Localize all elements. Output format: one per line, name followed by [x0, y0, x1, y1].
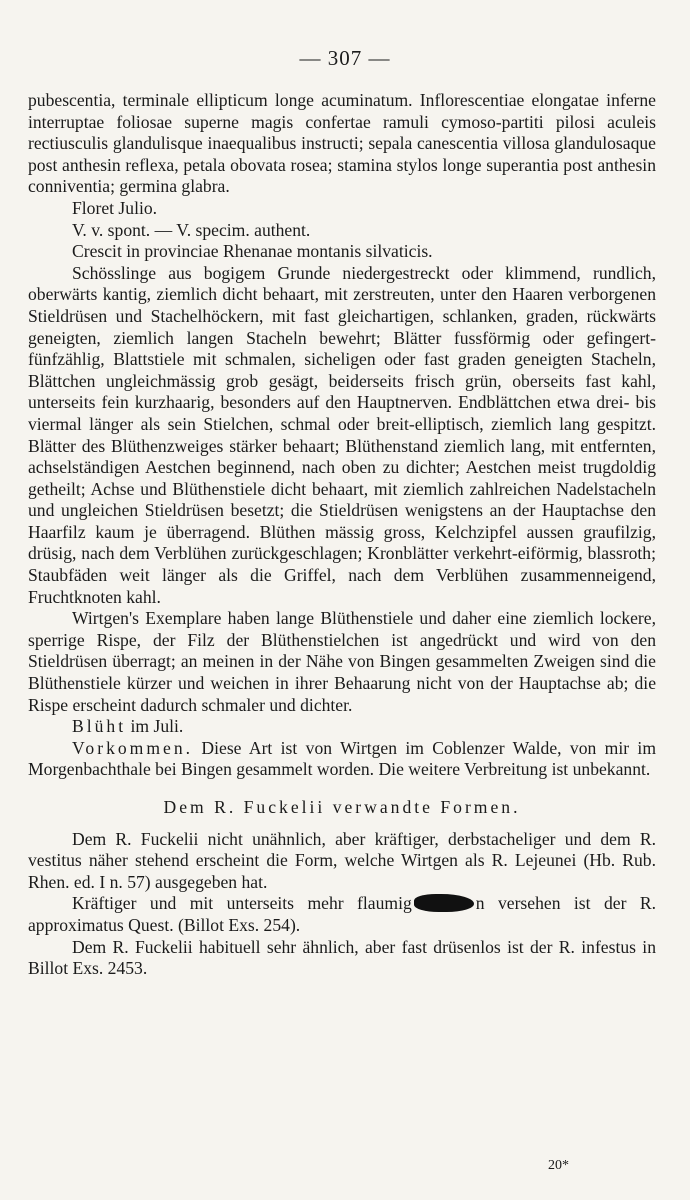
paragraph-lejeunei: Dem R. Fuckelii nicht unähnlich, aber kräftiger, derbstacheliger und dem R. vestitus näher stehend erscheint die Form, welche Wirtgen als R. Lejeunei (Hb. Rub. Rhen. ed. I n. 57) ausgegeben hat. [28, 828, 656, 892]
paragraph-approximatus [28, 893, 656, 936]
vorkommen-text: Diese Art ist von Wirtgen im Coblenzer Walde, von mir im Morgenbachthale bei Bingen gesammelt worden. Die weitere Verbreitung ist unbekannt. [28, 737, 656, 780]
paragraph-vorkommen [28, 738, 656, 781]
page-number: — 307 — [299, 46, 391, 70]
paragraph-latin-description: pubescentia, terminale ellipticum longe acuminatum. Inflorescentiae elongatae inferne interruptae foliosae superne magis confertae ramuli cymoso-partiti pilosi aculeis rectiusculis glandulisque inaequalibus instructi; sepala canescentia villosa glandulosaque post anthesin reflexa, petala obovata rosea; stamina stylos longe superantia post anthesin conniventia; germina glabra. [28, 90, 656, 197]
approximatus-text-c: 54). [272, 914, 301, 935]
signature-mark: 20* [548, 1158, 569, 1173]
paragraph-wirtgen: Wirtgen's Exemplare haben lange Blüthenstiele und daher eine ziemlich lockere, sperrige Rispe, der Filz der Blüthenstielchen ist angedrückt und wird von den Stieldrüsen überragt; an meinen in der Nähe von Bingen gesammelten Zweigen sind die Blüthenstiele kürzer und weichen in ihrer Behaarung nicht von der Hauptachse ab; die Rispe erscheint dadurch schmaler und dichter. [28, 608, 656, 715]
vorkommen-label: Vorkommen. [72, 737, 194, 758]
paragraph-description: Schösslinge aus bogigem Grunde niedergestreckt oder klimmend, rundlich, oberwärts kantig, ziemlich dicht behaart, mit zerstreuten, unter den Haaren verborgenen Stieldrüsen und Stachelhöckern, mit fast gleichartigen, schlanken, graden, rückwärts geneigten, ziemlich langen Stacheln bewehrt; Blätter fussförmig oder gefingert-fünfzählig, Blattstiele mit schmalen, sicheligen oder fast graden geneigten Stacheln, Blättchen ungleichmässig grob gesägt, beiderseits frisch grün, oberseits fast kahl, unterseits fein kurzhaarig, besonders auf den Hauptnerven. Endblättchen etwa drei- bis viermal länger als sein Stielchen, schmal oder breit-elliptisch, ziemlich lang gespitzt. Blätter des Blüthenzweiges stärker behaart; Blüthenstand ziemlich lang, mit entfernten, achselständigen Aestchen beginnend, nach oben zu dichter; Aestchen meist trugdoldig getheilt; Achse und Blüthenstiele dicht behaart, mit ziemlich zahlreichen Nadelstacheln und ungleichen Stieldrüsen besetzt; die Stieldrüsen wenigstens an der Hauptachse den Haarfilz kaum je überragend. Blüthen mässig gross, Kelchzipfel aussen graufilzig, drüsig, nach dem Verblühen zurückgeschlagen; Kronblätter verkehrt-eiförmig, blassroth; Staubfäden weit länger als die Griffel, nach dem Verblühen zusammenneigend, Fruchtknoten kahl. [28, 262, 656, 607]
approximatus-text-a: Kräftiger und mit unterseits mehr flaumig [72, 893, 412, 914]
blueht-text: im Juli. [126, 716, 184, 737]
blueht-label: Blüht [72, 716, 127, 737]
paragraph-infestus: Dem R. Fuckelii habituell sehr ähnlich, aber fast drüsenlos ist der R. infestus in Billot Exs. 2453. [28, 936, 656, 979]
paragraph-blueht [28, 716, 656, 738]
text-body [28, 90, 656, 980]
section-heading: Dem R. Fuckelii verwandte Formen. [163, 797, 521, 817]
ink-blot [414, 894, 474, 912]
paragraph-crescit: Crescit in provinciae Rhenanae montanis silvaticis. [72, 241, 433, 262]
approximatus-text-b: n versehen ist der R. approximatus Quest. (Billot Exs. 2 [28, 893, 656, 935]
paragraph-specimen: V. v. spont. — V. specim. authent. [72, 219, 311, 240]
paragraph-floret: Floret Julio. [72, 197, 158, 218]
